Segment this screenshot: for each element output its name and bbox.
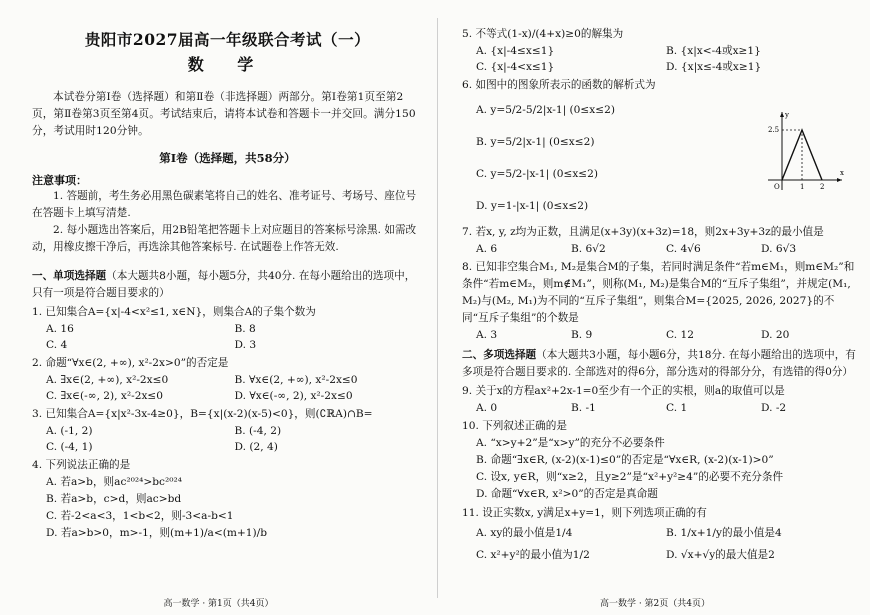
- question-11-option-d: D. √x+√y的最大值是2: [666, 549, 775, 561]
- question-5-option-a: A. {x|-4≤x≤1}: [476, 45, 555, 57]
- question-10-option-b: B. 命题“∃x∈R, (x-2)(x-1)≤0”的否定是“∀x∈R, (x-2)(x-1)>0”: [476, 454, 774, 466]
- part-one-title: 第Ⅰ卷（选择题，共58分）: [159, 151, 296, 165]
- question-7-stem: 7. 若x, y, z均为正数，且满足(x+3y)(x+3z)=18，则2x+3y+3z的最小值是: [462, 226, 824, 238]
- question-7-option-b: B. 6√2: [571, 243, 606, 255]
- question-8-stem: 8. 已知非空集合M₁, M₂是集合M的子集，若同时满足条件“若m∈M₁，则m∈M₂”和条件“若m∈M₂，则m∉M₁”，则称(M₁, M₂)是集合M的“互斥子集组”，并规定(M₁, M₂)与(M₂, M₁)为不同的“互斥子集组”，则集合M={2025, 2026, 2027}的不同“互斥子集组”的个数是: [462, 261, 855, 324]
- question-6-option-c: C. y=5/2-|x-1| (0≤x≤2): [476, 168, 599, 180]
- question-9-options: [462, 400, 856, 416]
- question-11-stem: 11. 设正实数x, y满足x+y=1，则下列选项正确的有: [462, 507, 707, 519]
- question-8-option-b: B. 9: [571, 329, 593, 341]
- question-2-option-d: D. ∀x∈(-∞, 2), x²-2x≤0: [234, 390, 353, 402]
- question-1-option-a: A. 16: [46, 323, 74, 335]
- question-4-option-c: C. 若-2<a<3，1<b<2，则-3<a-b<1: [46, 510, 234, 522]
- question-4-option-b: B. 若a>b，c>d，则ac>bd: [46, 493, 182, 505]
- note-2: 2. 每小题选出答案后，用2B铅笔把答题卡上对应题目的答案标号涂黑. 如需改动，用橡皮擦干净后，再选涂其他答案标号. 在试题卷上作答无效.: [32, 224, 417, 253]
- question-1-option-c: C. 4: [46, 339, 68, 351]
- question-5-stem: 5. 不等式(1-x)/(4+x)≥0的解集为: [462, 28, 624, 40]
- graph-y-arrow: [780, 112, 784, 117]
- question-6-option-d: D. y=1-|x-1| (0≤x≤2): [476, 200, 589, 212]
- graph-tick-x1: 1: [800, 183, 805, 191]
- graph-tick-y: 2.5: [768, 126, 780, 134]
- question-1-stem: 1. 已知集合A={x|-4<x²≤1, x∈N}，则集合A的子集个数为: [32, 306, 316, 318]
- question-11-option-b: B. 1/x+1/y的最小值是4: [666, 527, 782, 539]
- question-8-option-a: A. 3: [476, 329, 498, 341]
- page-2: [440, 0, 870, 615]
- question-5-option-d: D. {x|x≤-4或x≥1}: [666, 61, 762, 73]
- function-graph: [760, 108, 848, 196]
- question-10-option-a: A. “x>y+2”是“x>y”的充分不必要条件: [476, 437, 665, 449]
- question-7-options: [462, 241, 856, 257]
- section-2-desc: （本大题共3小题，每小题6分，共18分. 在每小题给出的选项中，有多项是符合题目要求的. 全部选对的得6分，部分选对的得部分分，有选错的得0分）: [462, 349, 856, 378]
- question-3-stem: 3. 已知集合A={x|x²-3x-4≥0}，B={x|(x-2)(x-5)<0}，则(∁ℝA)∩B=: [32, 408, 373, 420]
- question-6-options: [462, 94, 766, 222]
- note-1: 1. 答题前，考生务必用黑色碳素笔将自己的姓名、准考证号、考场号、座位号在答题卡上填写清楚.: [32, 190, 417, 219]
- question-5-option-c: C. {x|-4<x≤1}: [476, 61, 555, 73]
- question-5-option-b: B. {x|x<-4或x≥1}: [666, 45, 761, 57]
- section-2-title: 二、多项选择题: [462, 349, 537, 361]
- page-1-footer: 高一数学 · 第1页（共4页）: [163, 599, 274, 609]
- question-2-option-b: B. ∀x∈(2, +∞), x²-2x≤0: [234, 374, 358, 386]
- question-2-option-a: A. ∃x∈(2, +∞), x²-2x≤0: [46, 374, 169, 386]
- question-3-options: [32, 423, 423, 455]
- question-3-option-d: D. (2, 4): [234, 441, 278, 453]
- question-9-option-a: A. 0: [476, 402, 498, 414]
- exam-title: 贵阳市2027届高一年级联合考试（一）: [84, 30, 371, 49]
- section-1-desc: （本大题共8小题，每小题5分，共40分. 在每小题给出的选项中，只有一项是符合题目要求的）: [32, 270, 416, 299]
- question-10-stem: 10. 下列叙述正确的是: [462, 420, 567, 432]
- question-10-option-c: C. 设x, y∈R，则“x≥2，且y≥2”是“x²+y²≥4”的必要不充分条件: [476, 471, 784, 483]
- exam-subject: 数 学: [187, 55, 268, 74]
- page-2-footer: 高一数学 · 第2页（共4页）: [599, 599, 711, 609]
- question-10-option-d: D. 命题“∀x∈R, x²>0”的否定是真命题: [476, 488, 658, 500]
- question-4-option-a: A. 若a>b，则ac²⁰²⁴>bc²⁰²⁴: [46, 476, 182, 488]
- notes-heading: 注意事项：: [32, 174, 87, 187]
- question-3-option-a: A. (-1, 2): [46, 425, 93, 437]
- question-6-body: [462, 94, 856, 222]
- question-7-option-d: D. 6√3: [761, 243, 797, 255]
- question-7-option-a: A. 6: [476, 243, 498, 255]
- question-6-option-b: B. y=5/2|x-1| (0≤x≤2): [476, 136, 595, 148]
- section-1-header: [32, 268, 423, 302]
- question-6-option-a: A. y=5/2-5/2|x-1| (0≤x≤2): [476, 104, 616, 116]
- section-1-title: 一、单项选择题: [32, 270, 107, 282]
- page-divider: [437, 18, 438, 598]
- question-8-option-d: D. 20: [761, 329, 790, 341]
- question-9-option-d: D. -2: [761, 402, 787, 414]
- graph-origin-label: O: [774, 183, 780, 191]
- question-1-option-d: D. 3: [234, 339, 257, 351]
- graph-x-arrow: [837, 178, 842, 182]
- question-9-option-c: C. 1: [666, 402, 688, 414]
- graph-tick-x2: 2: [820, 183, 825, 191]
- question-5-options: [462, 43, 856, 75]
- question-2-options: [32, 372, 423, 404]
- section-2-header: [462, 347, 856, 381]
- question-8-options: [462, 327, 856, 343]
- graph-x-label: x: [840, 169, 844, 177]
- question-2-option-c: C. ∃x∈(-∞, 2), x²-2x≤0: [46, 390, 164, 402]
- exam-intro: 本试卷分第Ⅰ卷（选择题）和第Ⅱ卷（非选择题）两部分。第Ⅰ卷第1页至第2页，第Ⅱ卷第3页至第4页。考试结束后，请将本试卷和答题卡一并交回。满分150分，考试用时120分钟。: [32, 91, 416, 137]
- question-8-option-c: C. 12: [666, 329, 694, 341]
- question-2-stem: 2. 命题“∀x∈(2, +∞), x²-2x>0”的否定是: [32, 357, 229, 369]
- question-1-options: [32, 321, 423, 353]
- question-11-options: [462, 522, 856, 566]
- question-10-options: [462, 435, 856, 503]
- graph-y-label: y: [785, 111, 789, 119]
- question-4-stem: 4. 下列说法正确的是: [32, 459, 131, 471]
- question-1-option-b: B. 8: [234, 323, 256, 335]
- question-3-option-b: B. (-4, 2): [234, 425, 282, 437]
- question-11-option-c: C. x²+y²的最小值为1/2: [476, 549, 590, 561]
- question-3-option-c: C. (-4, 1): [46, 441, 93, 453]
- question-6-stem: 6. 如图中的图象所表示的函数的解析式为: [462, 79, 656, 91]
- question-9-stem: 9. 关于x的方程ax²+2x-1=0至少有一个正的实根，则a的取值可以是: [462, 385, 785, 397]
- question-9-option-b: B. -1: [571, 402, 596, 414]
- question-11-option-a: A. xy的最小值是1/4: [476, 527, 573, 539]
- question-4-options: [32, 474, 423, 542]
- question-7-option-c: C. 4√6: [666, 243, 701, 255]
- question-4-option-d: D. 若a>b>0，m>-1，则(m+1)/a<(m+1)/b: [46, 527, 268, 539]
